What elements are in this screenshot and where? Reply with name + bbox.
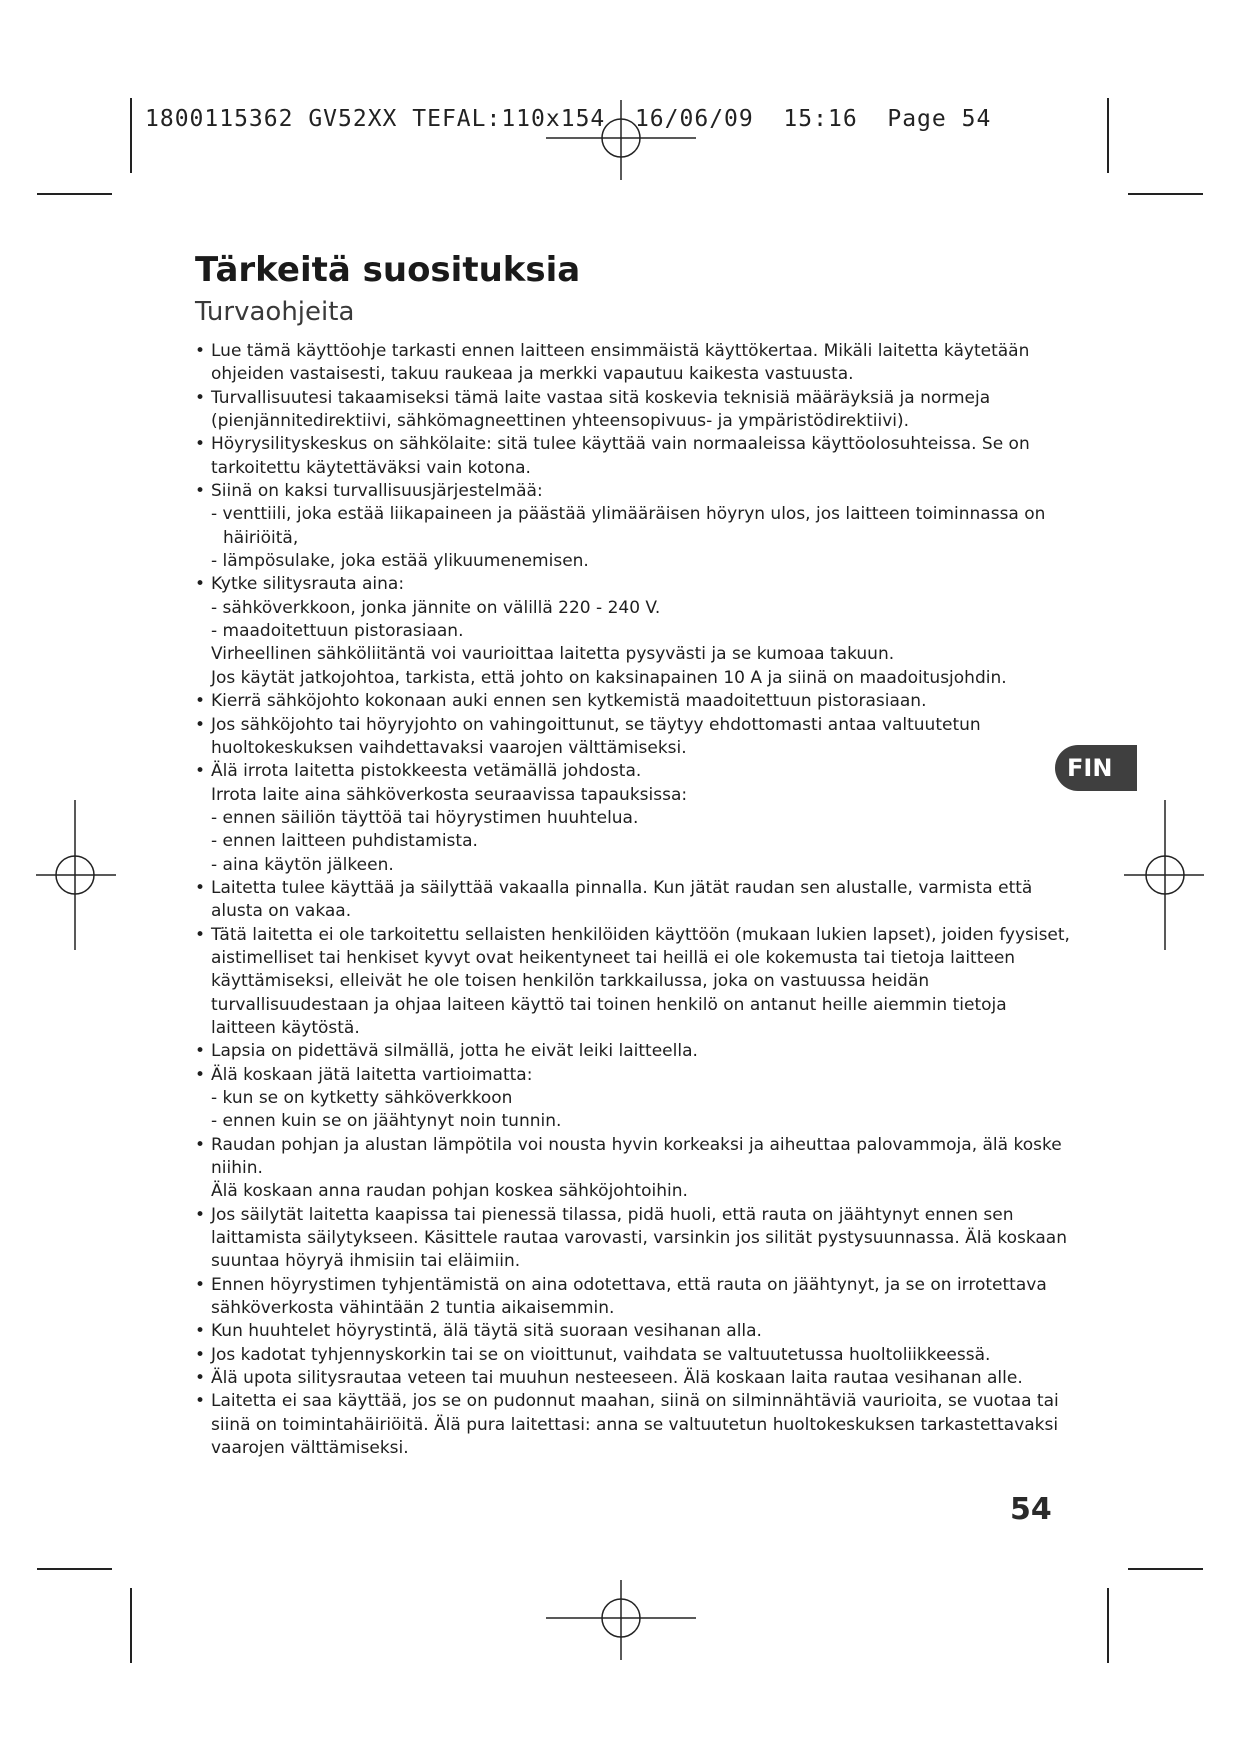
list-item-line: niihin.: [211, 1158, 263, 1179]
crop-mark-bottom-right-horizontal: [1128, 1568, 1203, 1570]
registration-mark-bottom: [546, 1580, 696, 1660]
list-item-line: • Raudan pohjan ja alustan lämpötila voi nousta hyvin korkeaksi ja aiheuttaa palovammoja, älä koske: [211, 1134, 1062, 1155]
list-item-line: • Kun huuhtelet höyrystintä, älä täytä sitä suoraan vesihanan alla.: [211, 1321, 762, 1342]
list-item-line: vaarojen välttämiseksi.: [211, 1438, 409, 1459]
list-item-line: suuntaa höyryä ihmisiin tai eläimiin.: [211, 1251, 521, 1272]
list-item-line: Jos käytät jatkojohtoa, tarkista, että johto on kaksinapainen 10 A ja siinä on maadoitusjohdin.: [211, 667, 1007, 688]
list-item-line: • Laitetta tulee käyttää ja säilyttää vakaalla pinnalla. Kun jätät raudan sen alustalle, varmista että: [211, 877, 1033, 898]
page-number: 54: [1010, 1492, 1052, 1527]
list-item: [195, 340, 1045, 387]
registration-mark-right: [1124, 800, 1204, 950]
crop-mark-bottom-right-vertical: [1107, 1588, 1109, 1663]
list-item-line: • Lapsia on pidettävä silmällä, jotta he eivät leiki laitteella.: [211, 1041, 698, 1062]
list-item-line: • Älä upota silitysrautaa veteen tai muuhun nesteeseen. Älä koskaan laita rautaa vesihanan alle.: [211, 1368, 1023, 1389]
list-item-line: - venttiili, joka estää liikapaineen ja päästää ylimääräisen höyryn ulos, jos laitteen toiminnassa on: [211, 504, 1046, 525]
list-item-line: • Kytke silitysrauta aina:: [211, 574, 405, 595]
list-item-line: • Kierrä sähköjohto kokonaan auki ennen sen kytkemistä maadoitettuun pistorasiaan.: [211, 691, 927, 712]
list-item-line: • Turvallisuutesi takaamiseksi tämä laite vastaa sitä koskevia teknisiä määräyksiä ja normeja: [211, 387, 991, 408]
list-item: [195, 433, 1045, 480]
list-item: [195, 1274, 1045, 1321]
list-item: [195, 1134, 1062, 1204]
list-item: [195, 690, 1045, 713]
list-item-line: • Älä irrota laitetta pistokkeesta vetämällä johdosta.: [211, 761, 642, 782]
list-item-line: - sähköverkkoon, jonka jännite on välillä 220 - 240 V.: [211, 597, 661, 618]
section-subtitle: Turvaohjeita: [195, 297, 355, 327]
list-item-line: Virheellinen sähköliitäntä voi vaurioittaa laitetta pysyvästi ja se kumoaa takuun.: [211, 644, 895, 665]
list-item-line: • Lue tämä käyttöohje tarkasti ennen laitteen ensimmäistä käyttökertaa. Mikäli laitetta käytetään: [211, 341, 1030, 361]
list-item-line: • Jos sähköjohto tai höyryjohto on vahingoittunut, se täytyy ehdottomasti antaa valtuutetun: [211, 714, 981, 735]
list-item: [195, 387, 1045, 434]
registration-mark-left: [36, 800, 116, 950]
crop-mark-top-right-horizontal: [1128, 193, 1203, 195]
registration-mark-top: [546, 100, 696, 180]
list-item-line: turvallisuudestaan ja ohjaa laiteen käyttö tai toinen henkilö on antanut heille aiemmin tietoja: [211, 994, 1007, 1015]
list-item-line: - maadoitettuun pistorasiaan.: [211, 621, 464, 642]
list-item-line: - ennen kuin se on jäähtynyt noin tunnin.: [211, 1111, 562, 1132]
list-item: [195, 1344, 1045, 1367]
safety-instructions-list: [195, 340, 1070, 1461]
list-item-line: laittamista säilytykseen. Käsittele rautaa varovasti, varsinkin jos silität pystysuunnassa. Älä koskaan: [211, 1228, 1067, 1249]
list-item: [195, 1064, 1045, 1134]
page-title: Tärkeitä suosituksia: [195, 250, 581, 290]
list-item: [195, 573, 1045, 690]
list-item-line: - ennen laitteen puhdistamista.: [211, 831, 478, 852]
list-item-line: tarkoitettu käytettäväksi vain kotona.: [211, 457, 531, 478]
crop-mark-top-right-vertical: [1107, 98, 1109, 173]
list-item-line: ohjeiden vastaisesti, takuu raukeaa ja merkki vapautuu kaikesta vastuusta.: [211, 364, 854, 385]
list-item-line: • Laitetta ei saa käyttää, jos se on pudonnut maahan, siinä on silminnähtäviä vaurioita, se vuotaa tai: [211, 1391, 1059, 1412]
list-item-line: Älä koskaan anna raudan pohjan koskea sähköjohtoihin.: [211, 1181, 688, 1202]
list-item: [195, 1390, 1059, 1460]
list-item-line: • Tätä laitetta ei ole tarkoitettu sellaisten henkilöiden käyttöön (mukaan lukien lapset), joiden fyysiset,: [211, 924, 1070, 945]
list-item-line: siinä on toimintahäiriöitä. Älä pura laitettasi: anna se valtuutetun huoltokeskuksen tarkastettavaksi: [211, 1414, 1059, 1435]
list-item-line: • Höyrysilityskeskus on sähkölaite: sitä tulee käyttää vain normaaleissa käyttöolosuhteissa. Se on: [211, 434, 1030, 455]
crop-mark-bottom-left-vertical: [130, 1588, 132, 1663]
list-item-line: käyttämiseksi, elleivät he ole toisen henkilön tarkkailussa, joka on vastuussa heidän: [211, 971, 930, 992]
print-slug: 1800115362 GV52XX TEFAL:110x154 16/06/09 15:16 Page 54: [145, 106, 992, 132]
list-item-line: huoltokeskuksen vaihdettavaksi vaarojen välttämiseksi.: [211, 737, 687, 758]
list-item: [195, 924, 1070, 1041]
language-tab: FIN: [1055, 745, 1137, 791]
list-item: [195, 877, 1045, 924]
crop-mark-top-left-vertical: [130, 98, 132, 173]
list-item-line: - kun se on kytketty sähköverkkoon: [211, 1088, 513, 1108]
list-item-line: - ennen säiliön täyttöä tai höyrystimen huuhtelua.: [211, 807, 639, 828]
list-item: [195, 714, 1045, 761]
list-item-line: • Jos säilytät laitetta kaapissa tai pienessä tilassa, pidä huoli, että rauta on jäähtynyt ennen sen: [211, 1204, 1014, 1225]
list-item-line: Irrota laite aina sähköverkosta seuraavissa tapauksissa:: [211, 784, 688, 805]
crop-mark-bottom-left-horizontal: [37, 1568, 112, 1570]
list-item-line: • Älä koskaan jätä laitetta vartioimatta:: [211, 1064, 533, 1085]
list-item-line: aistimelliset tai henkiset kyvyt ovat heikentyneet tai heillä ei ole kokemusta tai tietoja laitteen: [211, 947, 1016, 968]
list-item-line: alusta on vakaa.: [211, 901, 352, 922]
list-item: [195, 480, 1045, 573]
list-item-line: - aina käytön jälkeen.: [211, 854, 394, 875]
list-item-line: - lämpösulake, joka estää ylikuumenemisen.: [211, 551, 589, 572]
crop-mark-top-left-horizontal: [37, 193, 112, 195]
list-item: [195, 1320, 1045, 1343]
list-item-line: laitteen käytöstä.: [211, 1017, 360, 1038]
list-item: [195, 1367, 1045, 1390]
list-item: [195, 1040, 1045, 1063]
list-item-line: • Ennen höyrystimen tyhjentämistä on aina odotettava, että rauta on jäähtynyt, ja se on irrotettava: [211, 1274, 1047, 1295]
list-item-line: häiriöitä,: [223, 527, 299, 548]
list-item-line: sähköverkosta vähintään 2 tuntia aikaisemmin.: [211, 1298, 615, 1319]
list-item: [195, 1204, 1067, 1274]
list-item: [195, 760, 1045, 877]
list-item-line: • Jos kadotat tyhjennyskorkin tai se on vioittunut, vaihdata se valtuutetussa huoltoliikkeessä.: [211, 1344, 991, 1365]
list-item-line: • Siinä on kaksi turvallisuusjärjestelmää:: [211, 481, 543, 502]
list-item-line: (pienjännitedirektiivi, sähkömagneettinen yhteensopivuus- ja ympäristödirektiivi).: [211, 411, 910, 432]
